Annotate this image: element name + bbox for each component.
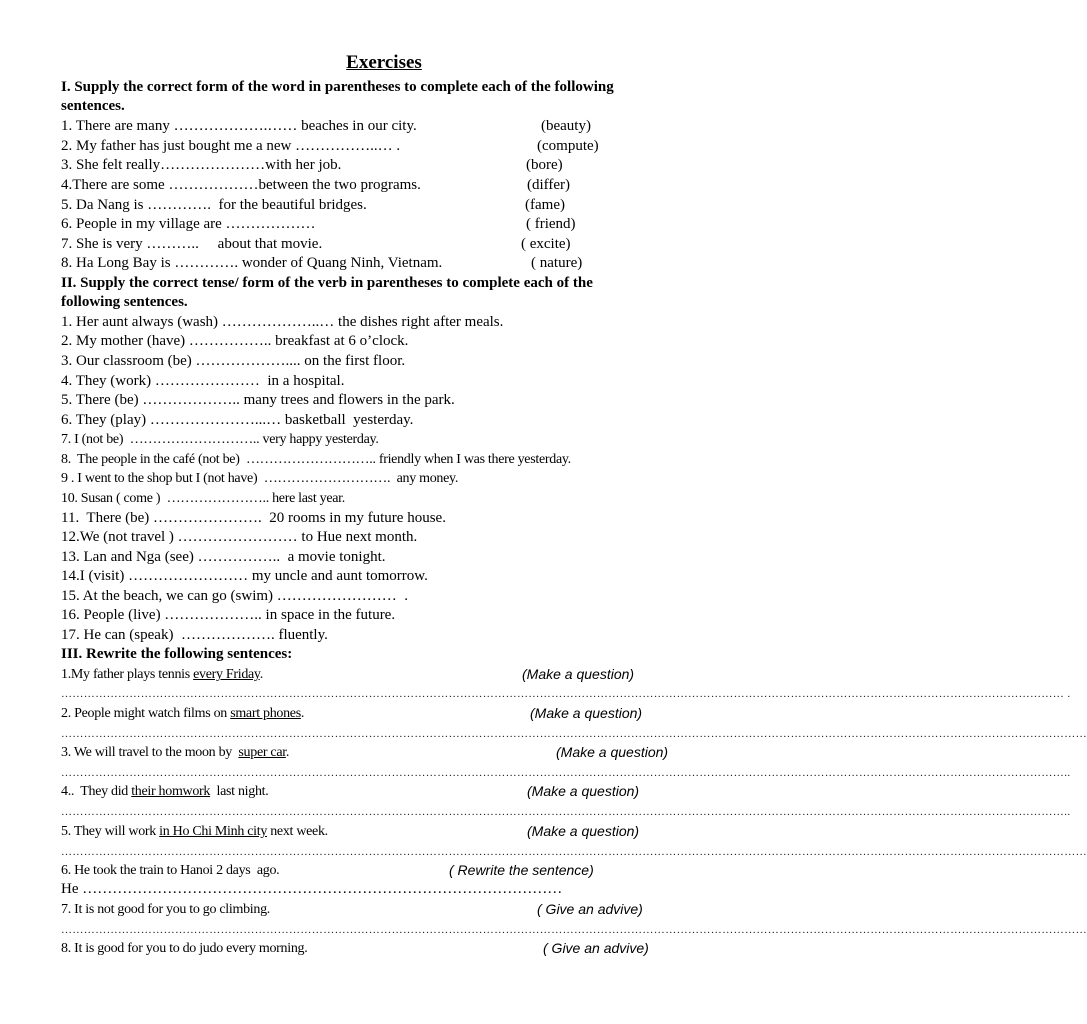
part1-hint: ( excite) bbox=[521, 236, 571, 252]
part3-instruction: (Make a question) bbox=[527, 823, 640, 839]
part2-item: 8. The people in the café (not be) ……………………….. friendly when I was there yesterday. bbox=[61, 452, 571, 467]
part3-instruction: (Make a question) bbox=[527, 783, 640, 799]
part2-item: 7. I (not be) ……………………….. very happy yesterday. bbox=[61, 432, 379, 447]
part1-hint: (bore) bbox=[526, 157, 563, 173]
underlined-phrase: their homwork bbox=[131, 784, 211, 799]
answer-line: ………………………………………………………………………………………………………………………………………………………………………………………………………………………………………….. bbox=[61, 806, 1071, 818]
part1-item: 1. There are many ……………….…… beaches in our city. bbox=[61, 118, 417, 134]
part1-heading: I. Supply the correct form of the word in parentheses to complete each of the following bbox=[61, 79, 614, 95]
part3-sentence: 2. People might watch films on smart phones. bbox=[61, 706, 305, 721]
answer-line: ……………………………………………………………………………………………………………………………………………………………………………………………………………………………………………… bbox=[61, 728, 1087, 740]
part2-item: 10. Susan ( come ) ………………….. here last year. bbox=[61, 491, 345, 506]
part2-item: 9 . I went to the shop but I (not have) ………………………. any money. bbox=[61, 471, 459, 486]
answer-line: ……………………………………………………………………………………………………………………………………………………………………………………………………………………………………………… bbox=[61, 846, 1087, 858]
part2-item: 16. People (live) ……………….. in space in the future. bbox=[61, 607, 396, 623]
underlined-phrase: in Ho Chi Minh city bbox=[159, 824, 268, 839]
part3-sentence: 4.. They did their homwork last night. bbox=[61, 784, 269, 799]
part3-heading: III. Rewrite the following sentences: bbox=[61, 646, 293, 662]
part3-instruction: (Make a question) bbox=[530, 705, 643, 721]
answer-line: ………………………………………………………………………………………………………………………………………………………………………………………………………………………………………… . bbox=[61, 688, 1071, 700]
part2-item: 4. They (work) ………………… in a hospital. bbox=[61, 373, 345, 389]
part2-item: 11. There (be) …………………. 20 rooms in my future house. bbox=[61, 510, 446, 526]
part3-instruction: ( Give an advive) bbox=[537, 901, 643, 917]
part2-item: 15. At the beach, we can go (swim) …………………… . bbox=[61, 588, 409, 604]
part1-hint: (beauty) bbox=[541, 118, 591, 134]
answer-line: ……………………………………………………………………………………………………………………………………………………………………………………………………………………………………………… bbox=[61, 924, 1087, 936]
part2-item: 6. They (play) …………………...… basketball yesterday. bbox=[61, 412, 414, 428]
part1-item: 7. She is very ……….. about that movie. bbox=[61, 236, 323, 252]
part1-hint: (fame) bbox=[525, 197, 565, 213]
underlined-phrase: smart phones bbox=[230, 706, 301, 721]
part3-sentence: 7. It is not good for you to go climbing. bbox=[61, 902, 270, 917]
part2-item: 13. Lan and Nga (see) …………….. a movie tonight. bbox=[61, 549, 386, 565]
part3-sentence: 6. He took the train to Hanoi 2 days ago. bbox=[61, 863, 280, 878]
answer-line: He …………………………………………………………………………………… bbox=[61, 881, 563, 897]
underlined-phrase: every Friday bbox=[193, 667, 260, 682]
part2-item: 12.We (not travel ) …………………… to Hue next month. bbox=[61, 529, 418, 545]
part2-item: 1. Her aunt always (wash) ………………..… the dishes right after meals. bbox=[61, 314, 504, 330]
answer-line: ………………………………………………………………………………………………………………………………………………………………………………………………………………………………………….. bbox=[61, 767, 1071, 779]
part1-hint: (compute) bbox=[537, 138, 599, 154]
part3-sentence: 5. They will work in Ho Chi Minh city next week. bbox=[61, 824, 328, 839]
part1-item: 2. My father has just bought me a new ……………..… . bbox=[61, 138, 401, 154]
part3-instruction: ( Give an advive) bbox=[543, 940, 649, 956]
part2-item: 5. There (be) ……………….. many trees and flowers in the park. bbox=[61, 392, 455, 408]
part1-heading-cont: sentences. bbox=[61, 98, 125, 114]
part1-item: 3. She felt really…………………with her job. bbox=[61, 157, 342, 173]
part1-hint: ( friend) bbox=[526, 216, 576, 232]
part3-instruction: (Make a question) bbox=[556, 744, 669, 760]
underlined-phrase: super car bbox=[238, 745, 286, 760]
part1-item: 8. Ha Long Bay is …………. wonder of Quang Ninh, Vietnam. bbox=[61, 255, 443, 271]
part2-item: 17. He can (speak) ………………. fluently. bbox=[61, 627, 328, 643]
part1-item: 6. People in my village are ……………… bbox=[61, 216, 316, 232]
part3-sentence: 1.My father plays tennis every Friday. bbox=[61, 667, 263, 682]
part2-heading: II. Supply the correct tense/ form of the verb in parentheses to complete each of the bbox=[61, 275, 593, 291]
part2-item: 2. My mother (have) …………….. breakfast at 6 o’clock. bbox=[61, 333, 409, 349]
part2-heading-cont: following sentences. bbox=[61, 294, 188, 310]
part1-item: 4.There are some ………………between the two programs. bbox=[61, 177, 421, 193]
page-title: Exercises bbox=[346, 52, 422, 73]
part3-sentence: 8. It is good for you to do judo every morning. bbox=[61, 941, 308, 956]
part1-item: 5. Da Nang is …………. for the beautiful bridges. bbox=[61, 197, 367, 213]
part3-instruction: ( Rewrite the sentence) bbox=[449, 862, 594, 878]
part2-item: 3. Our classroom (be) ……………….... on the first floor. bbox=[61, 353, 406, 369]
part1-hint: ( nature) bbox=[531, 255, 583, 271]
part2-item: 14.I (visit) …………………… my uncle and aunt tomorrow. bbox=[61, 568, 428, 584]
part1-hint: (differ) bbox=[527, 177, 571, 193]
part3-sentence: 3. We will travel to the moon by super car. bbox=[61, 745, 290, 760]
part3-instruction: (Make a question) bbox=[522, 666, 635, 682]
